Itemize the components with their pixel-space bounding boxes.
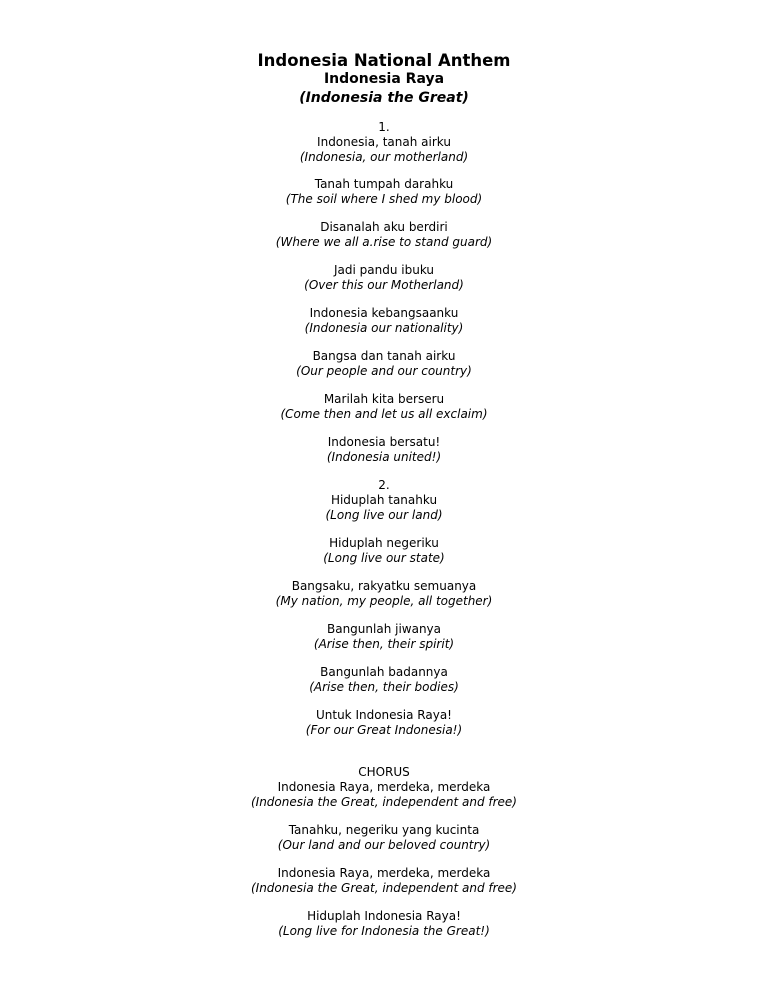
chorus-stanza-3 — [0, 866, 768, 896]
anthem-name-translation: (Indonesia the Great) — [299, 90, 469, 106]
lyric-line: Indonesia bersatu! — [327, 435, 441, 449]
lyric-line: Indonesia Raya, merdeka, merdeka — [277, 866, 491, 880]
lyric-line: Untuk Indonesia Raya! — [315, 708, 452, 722]
verse-2-stanza-4 — [0, 622, 768, 652]
lyric-line: Indonesia Raya, merdeka, merdeka — [277, 780, 491, 794]
lyric-line: Hiduplah negeriku — [329, 536, 439, 550]
chorus-stanza-1 — [0, 765, 768, 810]
lyric-translation: (Indonesia united!) — [326, 450, 442, 464]
verse-2-stanza-1 — [0, 478, 768, 523]
verse-number: 1. — [378, 120, 390, 134]
lyric-translation: (For our Great Indonesia!) — [305, 723, 463, 737]
lyric-line: Tanah tumpah darahku — [314, 177, 454, 191]
verse-1-stanza-7 — [0, 392, 768, 422]
verse-1-stanza-8 — [0, 435, 768, 465]
chorus-stanza-4 — [0, 909, 768, 939]
lyric-translation: (Indonesia our nationality) — [304, 321, 464, 335]
chorus-label: CHORUS — [358, 765, 410, 779]
verse-2-stanza-6 — [0, 708, 768, 738]
verse-number: 2. — [378, 478, 390, 492]
verse-2-stanza-2 — [0, 536, 768, 566]
verse-1-stanza-3 — [0, 220, 768, 250]
lyric-translation: (Come then and let us all exclaim) — [280, 407, 488, 421]
lyric-line: Marilah kita berseru — [323, 392, 445, 406]
lyric-translation: (My nation, my people, all together) — [275, 594, 493, 608]
lyric-translation: (Our land and our beloved country) — [277, 838, 491, 852]
lyric-translation: (Indonesia, our motherland) — [299, 150, 469, 164]
verse-2-stanza-5 — [0, 665, 768, 695]
verse-2-stanza-3 — [0, 579, 768, 609]
lyric-translation: (The soil where I shed my blood) — [285, 192, 483, 206]
verse-1-stanza-1 — [0, 120, 768, 165]
lyric-translation: (Long live our state) — [323, 551, 445, 565]
lyric-line: Bangunlah jiwanya — [326, 622, 442, 636]
lyric-translation: (Long live our land) — [325, 508, 443, 522]
lyric-translation: (Long live for Indonesia the Great!) — [278, 924, 490, 938]
lyric-line: Indonesia kebangsaanku — [309, 306, 459, 320]
lyric-line: Bangsa dan tanah airku — [312, 349, 456, 363]
lyric-line: Bangunlah badannya — [320, 665, 448, 679]
lyric-line: Hiduplah Indonesia Raya! — [307, 909, 461, 923]
verse-1-stanza-6 — [0, 349, 768, 379]
lyric-translation: (Arise then, their bodies) — [309, 680, 459, 694]
lyric-translation: (Indonesia the Great, independent and free) — [250, 881, 517, 895]
lyric-line: Indonesia, tanah airku — [317, 135, 451, 149]
lyric-translation: (Over this our Motherland) — [304, 278, 464, 292]
lyric-translation: (Indonesia the Great, independent and free) — [250, 795, 517, 809]
lyric-translation: (Our people and our country) — [296, 364, 472, 378]
page-title: Indonesia National Anthem — [257, 51, 511, 70]
lyric-translation: (Where we all a.rise to stand guard) — [275, 235, 493, 249]
lyric-line: Bangsaku, rakyatku semuanya — [291, 579, 477, 593]
chorus-stanza-2 — [0, 823, 768, 853]
verse-1-stanza-2 — [0, 177, 768, 207]
verse-1-stanza-4 — [0, 263, 768, 293]
lyric-line: Jadi pandu ibuku — [333, 263, 434, 277]
lyric-translation: (Arise then, their spirit) — [313, 637, 455, 651]
anthem-name: Indonesia Raya — [323, 71, 445, 87]
lyric-line: Hiduplah tanahku — [330, 493, 438, 507]
verse-1-stanza-5 — [0, 306, 768, 336]
lyric-line: Tanahku, negeriku yang kucinta — [288, 823, 480, 837]
lyric-line: Disanalah aku berdiri — [320, 220, 448, 234]
